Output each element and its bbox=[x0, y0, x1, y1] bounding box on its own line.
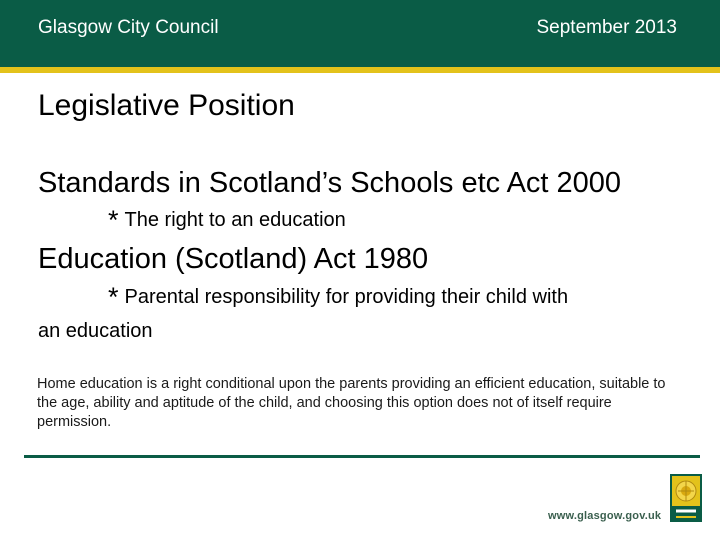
act-heading-2000: Standards in Scotland’s Schools etc Act 2000 bbox=[38, 167, 622, 199]
footer-divider bbox=[24, 455, 700, 458]
act-point-continuation: an education bbox=[38, 320, 153, 342]
slide-title: Legislative Position bbox=[38, 89, 295, 122]
footer-website-link[interactable]: www.glasgow.gov.uk bbox=[548, 510, 662, 522]
act-point-text: The right to an education bbox=[124, 209, 346, 231]
act-point-2000 bbox=[108, 205, 346, 236]
home-education-note: Home education is a right conditional upon the parents providing an efficient education, suitable to the age, ability and aptitude of the child, and choosing this option does not of itself require permission. bbox=[37, 376, 666, 430]
bullet-star: * bbox=[108, 282, 119, 312]
glasgow-crest-icon bbox=[670, 474, 702, 522]
act-heading-1980: Education (Scotland) Act 1980 bbox=[38, 243, 429, 275]
presentation-date: September 2013 bbox=[536, 17, 677, 38]
header-accent-stripe bbox=[0, 67, 720, 73]
act-point-1980 bbox=[108, 282, 568, 313]
bullet-star: * bbox=[108, 205, 119, 235]
act-point-text: Parental responsibility for providing their child with bbox=[124, 286, 569, 308]
header-band bbox=[0, 0, 720, 67]
organisation-name: Glasgow City Council bbox=[38, 17, 219, 38]
